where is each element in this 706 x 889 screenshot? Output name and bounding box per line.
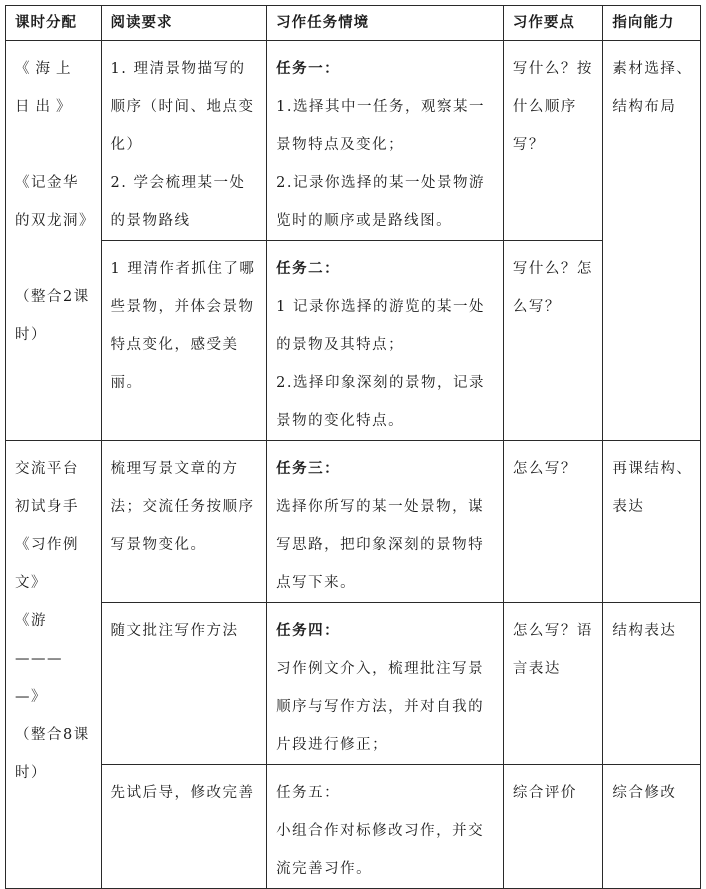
lesson-title: 《游——— (15, 613, 63, 667)
reading-requirement: 2. 学会梳理某一处的景物路线 (110, 175, 246, 229)
target-ability-cell (603, 603, 701, 765)
reading-requirement: 随文批注写作方法 (110, 623, 239, 639)
task-context-cell (267, 241, 504, 441)
target-ability: 素材选择、结构布局 (612, 61, 693, 115)
lesson-plan-table (5, 5, 701, 889)
lesson-title: —》 (15, 689, 47, 705)
lesson-allocation-cell (6, 41, 102, 441)
table-row (6, 441, 701, 603)
target-ability: 结构表达 (612, 623, 677, 639)
task-line: 2.记录你选择的某一处景物游览时的顺序或是路线图。 (276, 175, 485, 229)
header-reading-requirements: 阅读要求 (101, 6, 267, 41)
task-title: 任务五： (276, 785, 341, 801)
reading-requirement: 1. 理清景物描写的顺序（时间、地点变化） (110, 61, 255, 153)
writing-points-cell (503, 603, 603, 765)
writing-points-cell (503, 241, 603, 441)
lesson-allocation-cell (6, 441, 102, 889)
lesson-hours: （整合2课时） (15, 289, 90, 343)
table-row (6, 241, 701, 441)
task-title: 任务一： (276, 60, 341, 77)
target-ability: 再课结构、表达 (612, 461, 693, 515)
task-line: 选择你所写的某一处景物，谋写思路，把印象深刻的景物特点写下来。 (276, 499, 485, 591)
task-context-cell (267, 441, 504, 603)
task-title: 任务二： (276, 260, 341, 277)
header-writing-key-points: 习作要点 (503, 6, 603, 41)
target-ability-cell (603, 41, 701, 441)
writing-points-cell (503, 441, 603, 603)
reading-requirement-cell (101, 765, 267, 889)
reading-requirement: 1 理清作者抓住了哪些景物，并体会景物特点变化，感受美丽。 (110, 261, 256, 391)
lesson-plan-sheet (5, 5, 701, 877)
lesson-title: 交流平台初试身手《习作例文》 (15, 461, 79, 591)
writing-points-cell (503, 765, 603, 889)
writing-points: 综合评价 (512, 785, 577, 801)
task-line: 1 记录你选择的游览的某一处的景物及其特点； (276, 299, 485, 353)
reading-requirement-cell (101, 41, 267, 241)
header-lesson-allocation: 课时分配 (6, 6, 102, 41)
reading-requirement-cell (101, 441, 267, 603)
table-row (6, 765, 701, 889)
task-context-cell (267, 603, 504, 765)
header-row (6, 6, 701, 41)
writing-points: 怎么写？ (512, 461, 577, 477)
table-row (6, 603, 701, 765)
reading-requirement-cell (101, 241, 267, 441)
task-context-cell (267, 765, 504, 889)
writing-points: 写什么？怎么写？ (512, 261, 593, 315)
target-ability-cell (603, 441, 701, 603)
writing-points-cell (503, 41, 603, 241)
target-ability: 综合修改 (612, 785, 677, 801)
task-line: 习作例文介入，梳理批注写景顺序与写作方法，并对自我的片段进行修正； (276, 661, 485, 753)
task-title: 任务四： (276, 622, 341, 639)
task-title: 任务三： (276, 460, 341, 477)
reading-requirement: 先试后导，修改完善 (110, 785, 255, 801)
reading-requirement-cell (101, 603, 267, 765)
reading-requirement: 梳理写景文章的方法；交流任务按顺序写景物变化。 (110, 461, 255, 553)
task-context-cell (267, 41, 504, 241)
writing-points: 写什么？按什么顺序写？ (512, 61, 593, 153)
lesson-title: 《记金华的双龙洞》 (15, 175, 95, 229)
target-ability-cell (603, 765, 701, 889)
lesson-title: 《海上日出》 (15, 61, 77, 115)
header-writing-task-context: 习作任务情境 (267, 6, 504, 41)
task-line: 2.选择印象深刻的景物，记录景物的变化特点。 (276, 375, 485, 429)
table-row (6, 41, 701, 241)
lesson-hours: （整合8课时） (15, 727, 90, 781)
writing-points: 怎么写？语言表达 (512, 623, 593, 677)
header-target-ability: 指向能力 (603, 6, 701, 41)
task-line: 1.选择其中一任务，观察某一景物特点及变化； (276, 99, 485, 153)
task-line: 小组合作对标修改习作，并交流完善习作。 (276, 823, 485, 877)
